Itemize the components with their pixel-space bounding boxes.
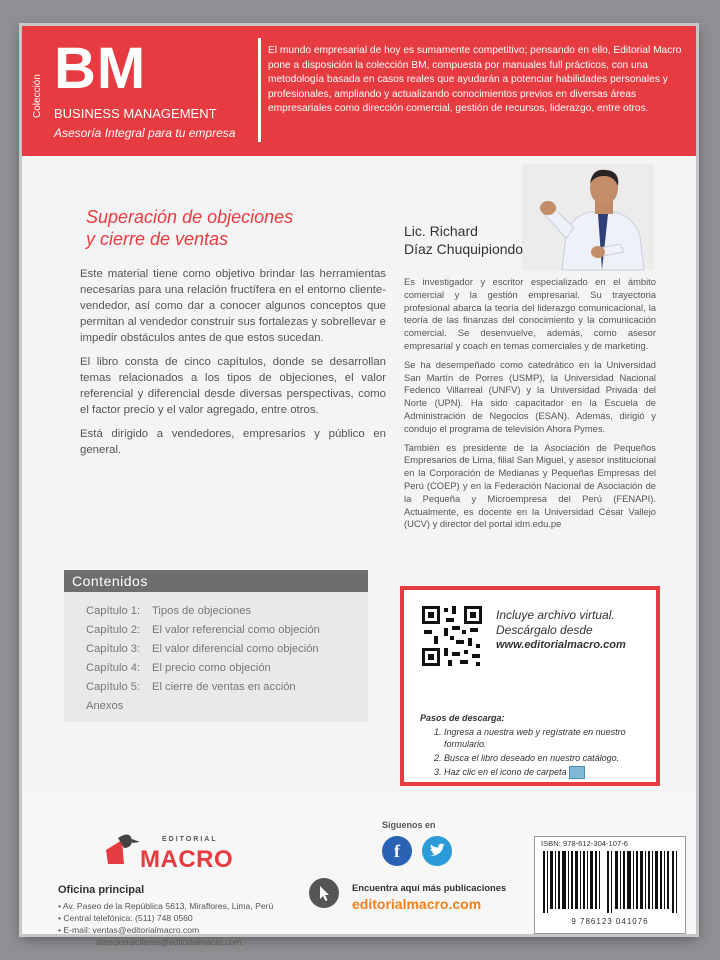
chapter-number: Capítulo 5: bbox=[86, 681, 141, 693]
office-title: Oficina principal bbox=[58, 884, 145, 896]
author-photo bbox=[522, 164, 654, 270]
chapter-title: El valor diferencial como objeción bbox=[152, 643, 319, 655]
office-address: • Av. Paseo de la República 5613, Miraflores, Lima, Perú bbox=[58, 900, 273, 912]
cursor-icon[interactable] bbox=[309, 878, 339, 908]
back-cover bbox=[22, 26, 696, 947]
header-divider bbox=[258, 38, 261, 142]
isbn-text: ISBN: 978-612-304-107-6 bbox=[541, 839, 628, 848]
chapter-title: El cierre de ventas en acción bbox=[152, 681, 296, 693]
steps-list bbox=[420, 726, 648, 779]
bio-paragraph: También es presidente de la Asociación de Pequeños Empresarios de Lima, filial San Miguel, y asesor institucional en la Corporación de Medianas y Pequeñas Empresas del Perú (COEP) y en la Federación Nacional de Asociación de la Pequeña y Microempresa del Perú (FENAPI). Actualmente, es docente en la Universidad César Vallejo (UCV) y director del portal idm.edu.pe bbox=[404, 441, 656, 530]
author-bio bbox=[404, 276, 656, 537]
virtual-file-box bbox=[400, 586, 660, 786]
book-description bbox=[80, 266, 386, 466]
step-item: 2. Busca el libro deseado en nuestro catálogo. bbox=[444, 752, 648, 764]
book-title-line-2: y cierre de ventas bbox=[86, 229, 229, 249]
contents-list bbox=[64, 602, 368, 716]
folder-icon bbox=[569, 766, 585, 779]
chapter-title: El precio como objeción bbox=[152, 662, 271, 674]
isbn-number: 9 786123 041076 bbox=[571, 917, 649, 926]
description-paragraph: Este material tiene como objetivo brindar las herramientas necesarias para una relación fructífera en el entorno cliente-vendedor, así como dar a conocer algunos conceptos que permitan al vendedor construir sus fortalezas y sobrellevar e impedir obstáculos antes de que estos sucedan. bbox=[80, 268, 386, 344]
contents-item bbox=[86, 697, 368, 716]
download-steps bbox=[420, 712, 648, 781]
chapter-number: Capítulo 3: bbox=[86, 643, 141, 655]
contents-item bbox=[86, 678, 368, 697]
virtual-file-text bbox=[496, 608, 646, 653]
download-url-link[interactable]: www.editorialmacro.com bbox=[496, 639, 626, 651]
twitter-icon[interactable] bbox=[422, 836, 452, 866]
office-email-secondary[interactable]: atencionalcliente@editorialmacro.com bbox=[96, 937, 242, 947]
author-name-line-2: Díaz Chuquipiondo bbox=[404, 241, 524, 257]
bird-logo-icon bbox=[102, 830, 142, 870]
logo-editorial-text: EDITORIAL bbox=[162, 836, 218, 843]
description-paragraph: El libro consta de cinco capítulos, donde se desarrollan temas relacionados a los tipos de objeciones, el valor referencial y diferencial desde diversas perspectivas, como el factor precio y el valor agregado, entre otros. bbox=[80, 356, 386, 416]
book-title-line-1: Superación de objeciones bbox=[86, 207, 294, 227]
footer bbox=[22, 792, 696, 947]
contents-item bbox=[86, 602, 368, 621]
chapter-number: Capítulo 4: bbox=[86, 662, 141, 674]
logo-macro-text: MACRO bbox=[140, 846, 234, 873]
follow-label: Síguenos en bbox=[382, 820, 436, 830]
qr-code-icon[interactable] bbox=[420, 604, 484, 668]
contents-item bbox=[86, 659, 368, 678]
author-name-line-1: Lic. Richard bbox=[404, 223, 478, 239]
book-title bbox=[86, 206, 386, 250]
office-email[interactable]: • E-mail: ventas@editorialmacro.com bbox=[58, 924, 273, 936]
collection-label: Colección bbox=[32, 74, 43, 118]
contents-box bbox=[64, 570, 368, 722]
chapter-number: Capítulo 1: bbox=[86, 605, 141, 617]
macro-logo[interactable] bbox=[102, 822, 252, 872]
chapter-number: Anexos bbox=[86, 700, 124, 712]
publisher-website-link[interactable]: editorialmacro.com bbox=[352, 896, 482, 912]
bio-paragraph: Se ha desempeñado como catedrático en la Universidad San Martín de Porres (USMP), la Universidad Nacional Federico Villarreal (UNFV) y la Universidad Privada del Norte (UPN). Ha sido capacitador en la Escuela de Administración de Negocios (ESAN). Además, dirigió y condujo el programa de televisión Ahora Pymes. bbox=[404, 358, 656, 434]
office-list bbox=[58, 900, 273, 948]
more-publications-label: Encuentra aquí más publicaciones bbox=[352, 882, 507, 893]
bio-paragraph: Es investigador y escritor especializado en el ámbito comercial y la gestión empresarial. Su trayectoria profesional abarca la teoría del liderazgo comunicacional, la teoría de las finanzas del conocimiento y la comunicación comercial. Se desenvuelve, además, como asesor empresarial y coach en temas comerciales y de marketing. bbox=[404, 276, 656, 351]
collection-intro: El mundo empresarial de hoy es sumamente competitivo; pensando en ello, Editorial Macro pone a disposición la colección BM, compuesta por manuales full prácticos, con una metodología basada en casos reales que ayudarán a potenciar habilidades personales y profesionales, ampliando y actualizando conocimientos previos en diversas áreas empresariales como dirección comercial, gestión de recursos, liderazgo, entre otros. bbox=[268, 45, 682, 115]
chapter-title: Tipos de objeciones bbox=[152, 605, 252, 617]
chapter-title: El valor referencial como objeción bbox=[152, 624, 320, 636]
step-text: Haz clic en el icono de carpeta bbox=[444, 767, 567, 777]
virtual-file-line-1: Incluye archivo virtual. bbox=[496, 608, 615, 622]
chapter-number: Capítulo 2: bbox=[86, 624, 141, 636]
barcode bbox=[541, 851, 679, 913]
step-item bbox=[444, 766, 648, 779]
description-paragraph: Está dirigido a vendedores, empresarios y público en general. bbox=[80, 428, 386, 456]
isbn-block bbox=[534, 836, 686, 934]
brand-full-name: BUSINESS MANAGEMENT bbox=[54, 106, 217, 121]
step-item: 1. Ingresa a nuestra web y regístrate en nuestro formulario. bbox=[444, 726, 648, 750]
header-band bbox=[22, 26, 696, 156]
contents-item bbox=[86, 621, 368, 640]
author-name bbox=[404, 222, 523, 258]
steps-heading: Pasos de descarga: bbox=[420, 713, 505, 723]
virtual-file-line-2: Descárgalo desde bbox=[496, 623, 593, 637]
facebook-icon[interactable]: f bbox=[382, 836, 412, 866]
contents-heading: Contenidos bbox=[64, 570, 368, 592]
office-phone: • Central telefónica: (511) 748 0560 bbox=[58, 912, 273, 924]
brand-logo-text: BM bbox=[54, 36, 147, 101]
contents-item bbox=[86, 640, 368, 659]
brand-tagline: Asesoría Integral para tu empresa bbox=[54, 126, 236, 140]
